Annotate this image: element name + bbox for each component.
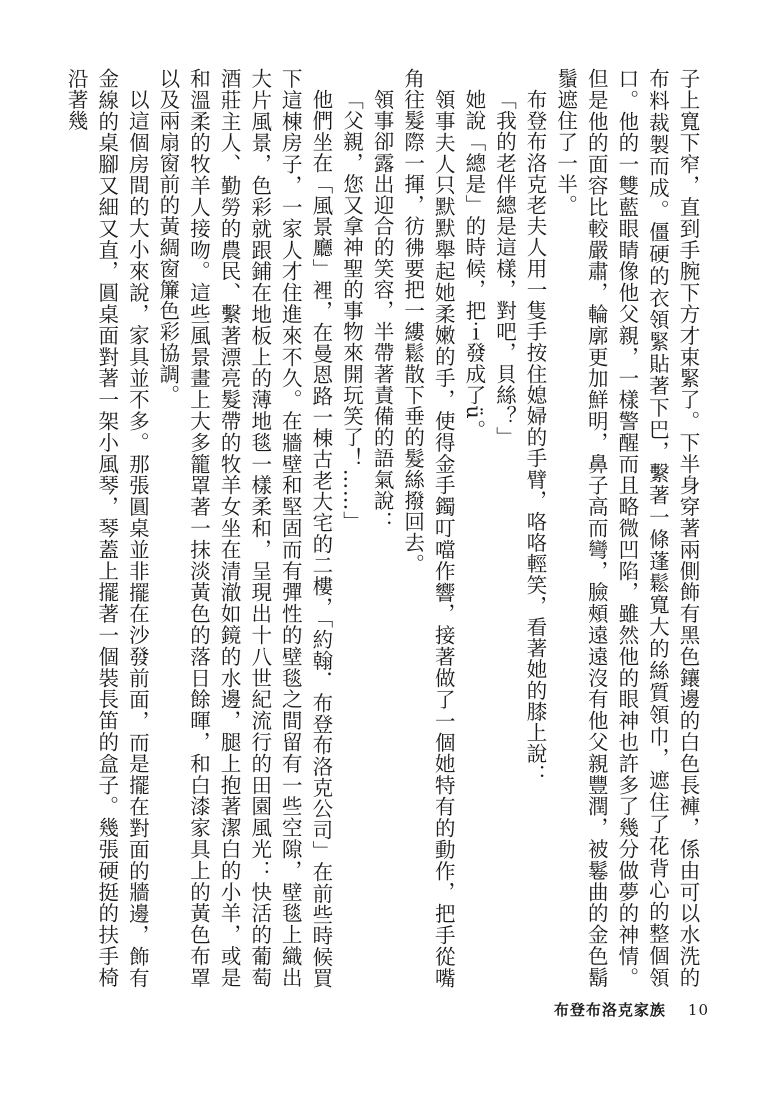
paragraph-1: 子上寬下窄，直到手腕下方才束緊了。下半身穿著兩側飾有黑色鑲邊的白色長褲，係由可以水洗的布料裁製而成。僵硬的衣領緊貼著下巴，繫著一條蓬鬆寬大的絲質領巾，遮住了花背心的整個領口。他的一雙藍眼睛像他父親，一樣警醒而且略微凹陷，雖然他的眼神也許多了幾分做夢的神情。但是他的面容比較嚴肅，輪廓更加鮮明，鼻子高而彎，臉頰遠遠沒有他父親豐潤，被鬈曲的金色鬍鬚遮住了一半。 xyxy=(553,68,700,988)
paragraph-4: 她說「總是」的時候，把ｉ發成了ü。 xyxy=(461,88,486,440)
paragraph-8: 他們坐在「風景廳」裡，在曼恩路一棟古老大宅的二樓，「約翰．布登布洛克公司」在前些時候買下這棟房子，一家人才住進來不久。在牆壁和堅固而有彈性的壁毯之間留有一些空隙，壁毯上織出大片風景，色彩就跟鋪在地板上的薄地毯一樣柔和，呈現出十八世紀流行的田園風光：快活的葡萄酒莊主人、勤勞的農民、繫著漂亮髮帶的牧羊女坐在清澈如鏡的水邊，腿上抱著潔白的小羊，或是和溫柔的牧羊人接吻。這些風景畫上大多籠罩著一抹淡黃色的落日餘暉，和白漆家具上的黃色布罩以及兩扇窗前的黃綢窗簾色彩協調。 xyxy=(155,68,333,988)
paragraph-9: 以這個房間的大小來說，家具並不多。那張圓桌並非擺在沙發前面，而是擺在對面的牆邊，飾有金線的桌腳又細又直，圓桌面對著一架小風琴，琴蓋上擺著一個裝長笛的盒子。幾張硬挺的扶手椅沿著幾 xyxy=(64,68,150,988)
paragraph-6: 領事卻露出迎合的笑容，半帶著責備的語氣說： xyxy=(370,88,395,532)
body-text xyxy=(61,68,703,988)
page-footer xyxy=(554,999,709,1020)
paragraph-2: 布登布洛克老夫人用一隻手按住媳婦的手臂，咯咯輕笑，看著她的膝上說： xyxy=(523,88,548,785)
page-number: 10 xyxy=(687,1001,709,1019)
paragraph-3: 「我的老伴總是這樣，對吧，貝絲？」 xyxy=(492,88,517,448)
running-title: 布登布洛克家族 xyxy=(553,1001,666,1019)
paragraph-5: 領事夫人只默默舉起她柔嫩的手，使得金手鐲叮噹作響，接著做了一個她特有的動作，把手從嘴角往髮際一揮，彷彿要把一縷鬆散下垂的髮絲撥回去。 xyxy=(400,68,456,988)
paragraph-7: 「父親，您又拿神聖的事物來開玩笑了！……」 xyxy=(339,88,364,532)
